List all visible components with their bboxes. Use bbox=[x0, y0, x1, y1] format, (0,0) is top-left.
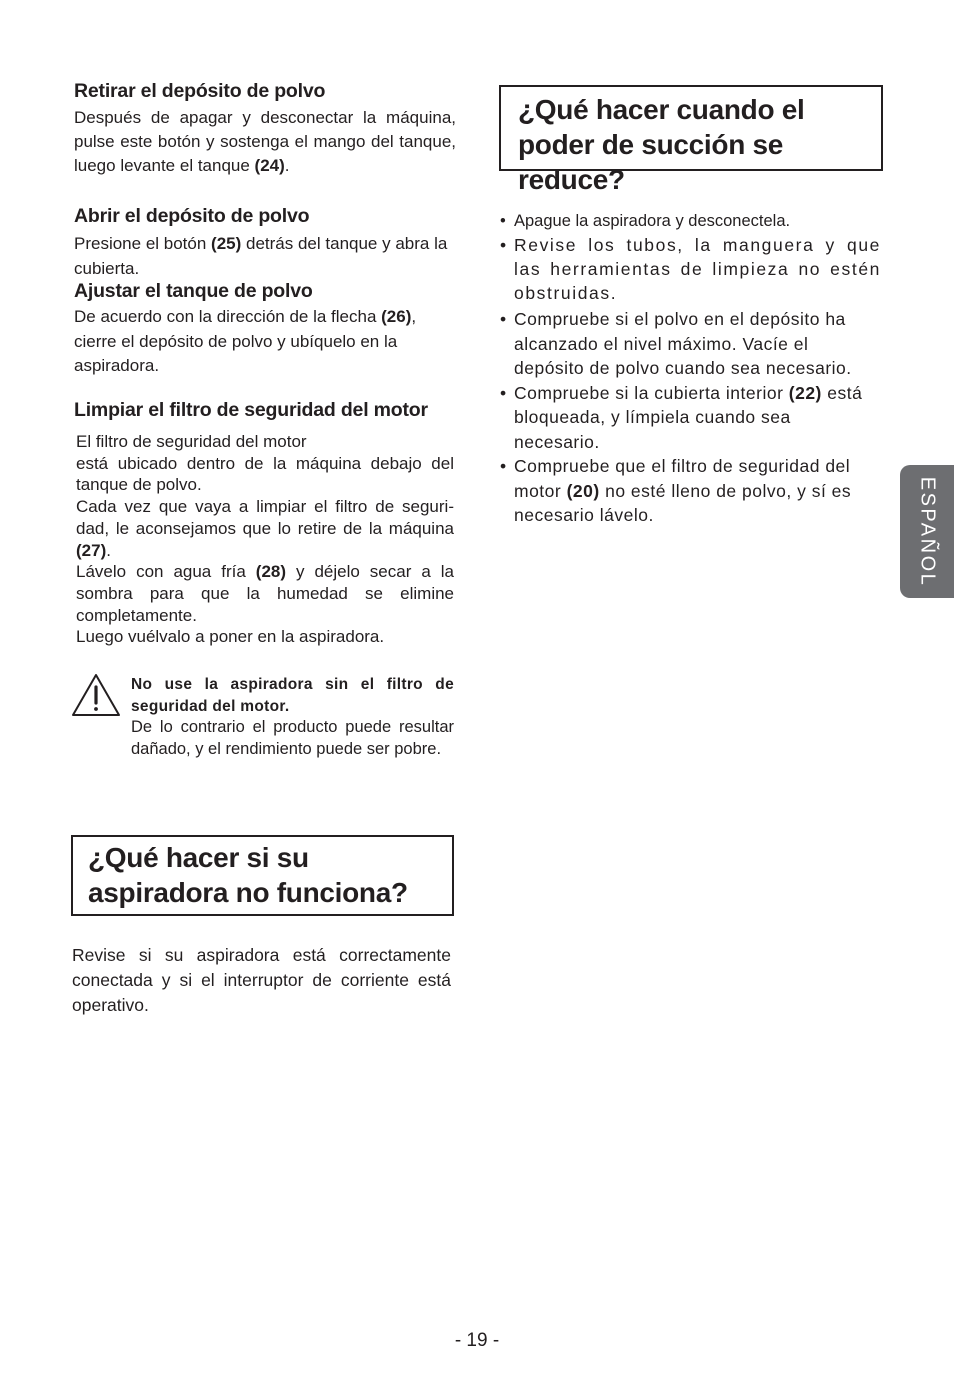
box-title-suction-reduced: ¿Qué hacer cuando el poder de succión se reduce? bbox=[518, 94, 805, 195]
section-text-open-dust-container bbox=[74, 231, 464, 281]
bullet-item bbox=[500, 233, 881, 305]
language-tab-label: ESPAÑOL bbox=[916, 476, 939, 587]
warning-triangle-icon bbox=[70, 672, 122, 718]
bullet-4-text-b: está bloqueada, y límpiela cuando sea necesario. bbox=[514, 382, 863, 452]
filter-p4-text-a: Lávelo con agua fría bbox=[76, 562, 256, 582]
box-not-working bbox=[71, 835, 454, 916]
bullet-3-text: Compruebe si el polvo en el depósito ha alcanzado el nivel máximo. Vacíe el depósito de polvo cuando sea necesario. bbox=[514, 309, 852, 378]
warning-text: De lo contrario el producto puede resultar dañado, y el rendimiento puede ser pobre. bbox=[131, 718, 454, 758]
adjust-tank-text-b: , cierre el depósito de polvo y ubíquelo en la aspiradora. bbox=[74, 307, 417, 375]
filter-p4-text-b: y déjelo secar a la sombra para que la humedad se elimine completamente. bbox=[76, 562, 455, 625]
section-title-adjust-dust-tank: Ajustar el tanque de polvo bbox=[74, 280, 313, 302]
reference-26: (26) bbox=[381, 307, 412, 326]
filter-p3-text-b: . bbox=[106, 540, 111, 560]
reference-24: (24) bbox=[254, 156, 285, 175]
section-text-remove-dust-container bbox=[74, 106, 456, 178]
filter-paragraph-3 bbox=[76, 496, 454, 561]
section-title-clean-motor-filter: Limpiar el filtro de seguridad del motor bbox=[74, 399, 428, 421]
bullet-item bbox=[500, 307, 881, 381]
remove-dust-text: Después de apagar y desconectar la máquina, pulse este botón y sostenga el mango del tanque, luego levante el tanque bbox=[74, 108, 456, 175]
section-clean-motor-filter bbox=[74, 398, 454, 648]
filter-paragraph-4 bbox=[76, 561, 454, 626]
reference-20: (20) bbox=[566, 480, 600, 501]
open-dust-text-b: detrás del tanque y abra la cubierta. bbox=[74, 234, 448, 278]
warning-bold-text: No use la aspiradora sin el filtro de seguridad del motor. bbox=[131, 676, 454, 715]
bullet-5-text-b: no esté lleno de polvo, y sí es necesario lávelo. bbox=[514, 480, 852, 525]
reference-22: (22) bbox=[788, 382, 822, 403]
page-number: - 19 - bbox=[454, 1330, 500, 1351]
language-side-tab bbox=[900, 465, 954, 598]
reference-28: (28) bbox=[255, 562, 287, 582]
open-dust-text-a: Presione el botón bbox=[74, 234, 212, 253]
bullet-1-text: Apague la aspiradora y desconectela. bbox=[514, 212, 791, 230]
bullet-2-text: Revise los tubos, la manguera y que las herramientas de limpieza no estén obstruidas. bbox=[514, 235, 881, 303]
bullet-item bbox=[500, 209, 881, 233]
filter-paragraph-5: Luego vuélvalo a poner en la aspiradora. bbox=[76, 627, 385, 647]
warning-icon-wrapper bbox=[70, 672, 122, 718]
section-remove-dust-container bbox=[74, 79, 456, 178]
bullet-5-text-a: Compruebe que el filtro de seguridad del motor bbox=[514, 456, 851, 501]
suction-bullet-list bbox=[500, 209, 881, 528]
warning-block bbox=[131, 674, 454, 760]
bullet-item bbox=[500, 454, 881, 528]
section-adjust-dust-tank bbox=[74, 279, 456, 379]
section-open-dust-container bbox=[74, 204, 464, 281]
bullet-4-text-a: Compruebe si la cubierta interior bbox=[514, 382, 789, 403]
section-title-open-dust-container: Abrir el depósito de polvo bbox=[74, 205, 310, 227]
box-title-not-working: ¿Qué hacer si su aspiradora no funciona? bbox=[88, 842, 408, 908]
reference-27: (27) bbox=[76, 540, 107, 560]
section-text-clean-motor-filter bbox=[74, 431, 454, 648]
adjust-tank-text-a: De acuerdo con la dirección de la flecha bbox=[74, 307, 382, 326]
reference-25: (25) bbox=[211, 234, 242, 253]
remove-dust-end: . bbox=[284, 156, 290, 175]
section-text-adjust-dust-tank bbox=[74, 305, 456, 379]
section-title-remove-dust-container: Retirar el depósito de polvo bbox=[74, 80, 326, 102]
filter-paragraph-1: El filtro de seguridad del motor bbox=[76, 432, 307, 451]
filter-paragraph-2: está ubicado dentro de la máquina debajo del tanque de polvo. bbox=[76, 453, 454, 495]
bullet-item bbox=[500, 381, 881, 455]
box-text-not-working: Revise si su aspiradora está correctamente conectada y si el interruptor de corriente está operativo. bbox=[72, 945, 451, 1015]
box-suction-reduced bbox=[499, 85, 883, 195]
filter-p3-text-a: Cada vez que vaya a limpiar el filtro de seguri-dad, le aconsejamos que lo retire de la máquina bbox=[76, 497, 454, 538]
